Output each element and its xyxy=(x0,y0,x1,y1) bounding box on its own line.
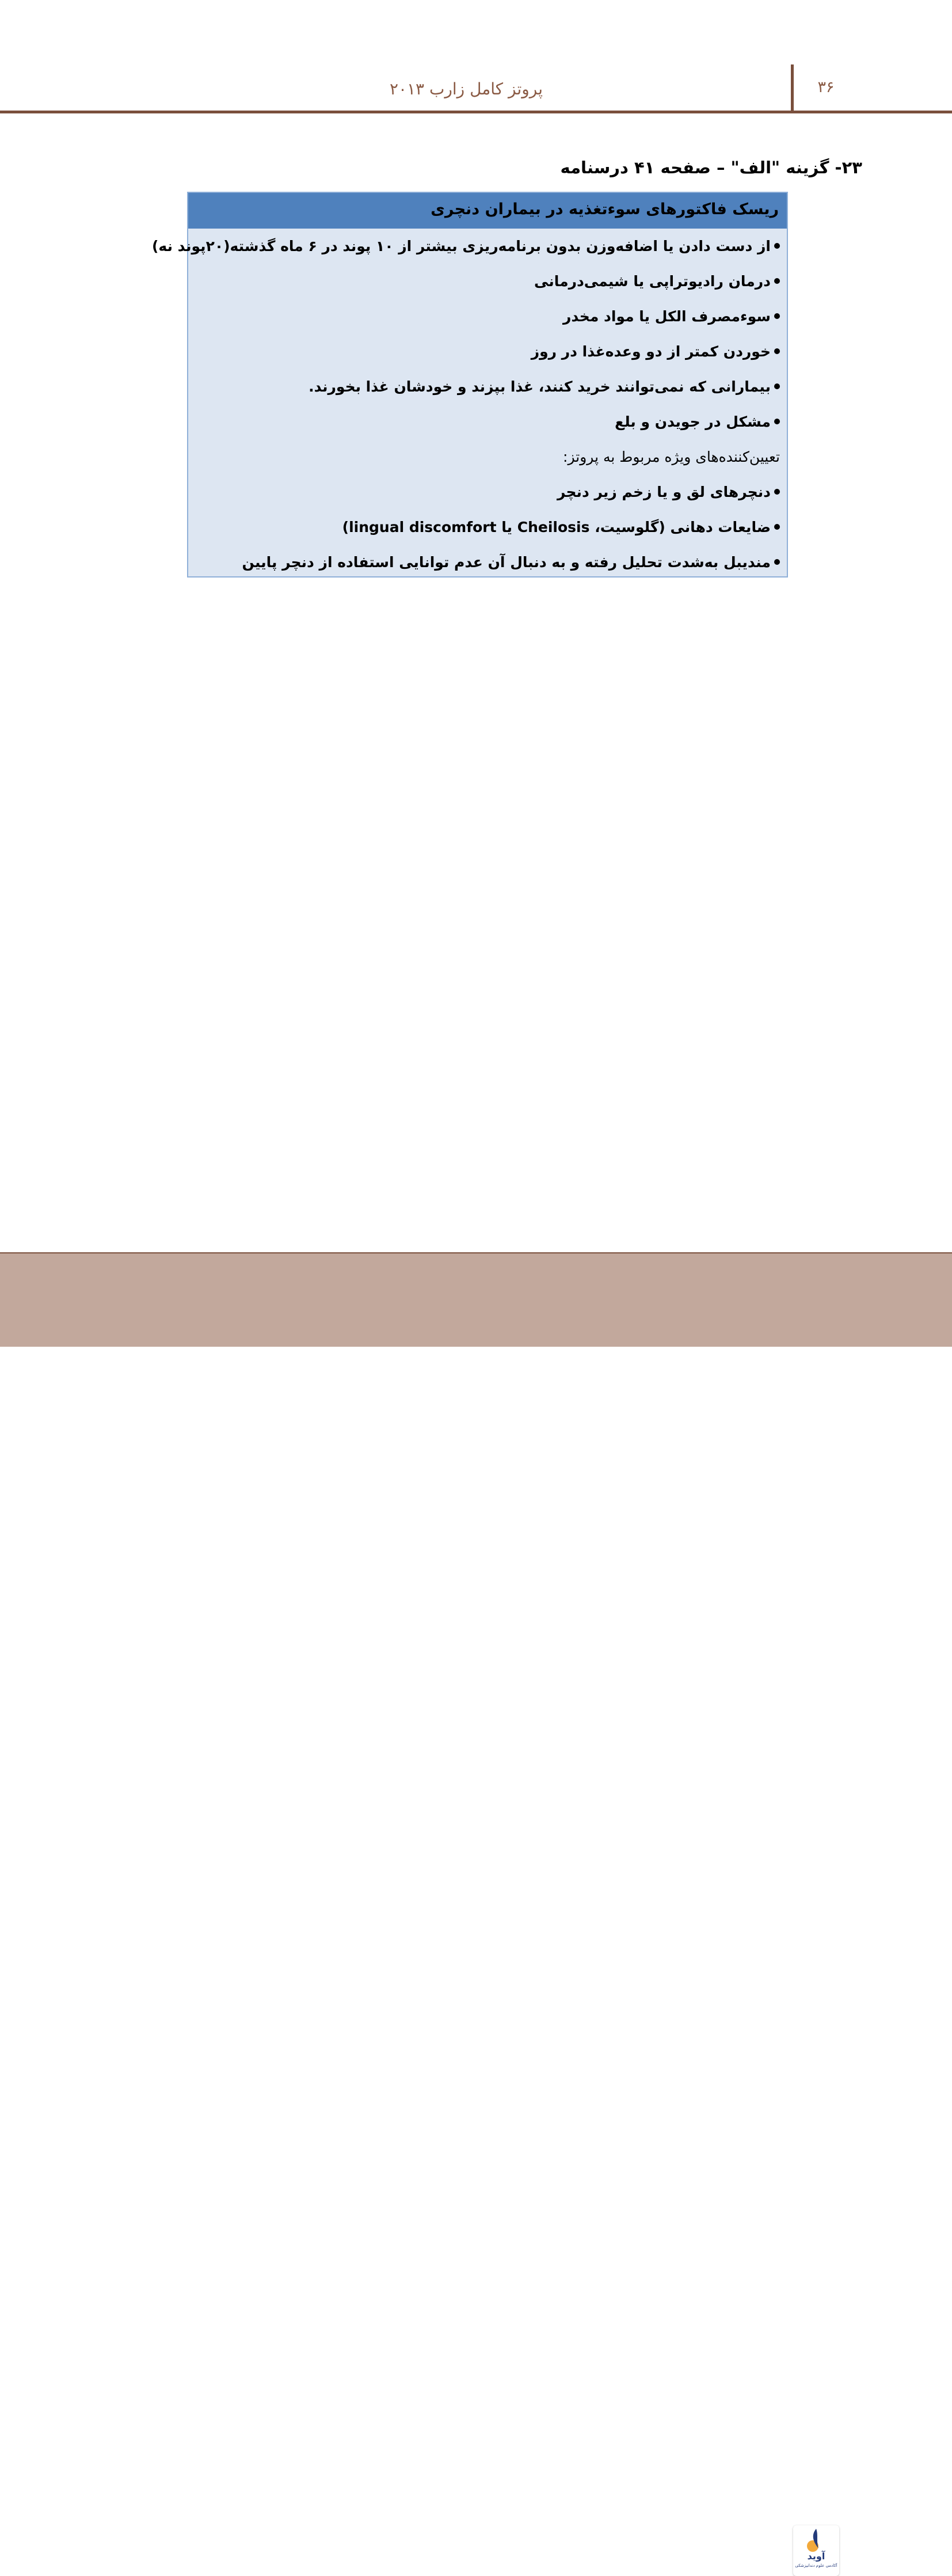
bullet-icon xyxy=(774,313,780,319)
row-text: تعیین‌کننده‌های ویژه مربوط به پروتز: xyxy=(563,449,780,465)
row-text: سوءمصرف الکل یا مواد مخدر xyxy=(562,308,771,325)
page-number: ۳۶ xyxy=(817,78,835,96)
bullet-icon xyxy=(774,559,780,565)
logo-text: آوید xyxy=(807,2551,825,2562)
row-text: از دست دادن یا اضافه‌وزن بدون برنامه‌ریزی بیشتر از ۱۰ پوند در ۶ ماه گذشته(۲۰پوند نه) xyxy=(151,238,771,254)
table-subheading xyxy=(188,439,787,474)
row-text: ضایعات دهانی (گلوسیت، Cheilosis یا lingual discomfort) xyxy=(342,519,771,535)
row-text: درمان رادیوتراپی یا شیمی‌درمانی xyxy=(534,273,771,290)
table-body xyxy=(151,229,787,576)
avid-logo xyxy=(793,2525,839,2576)
table-row xyxy=(188,404,787,439)
row-text: مشکل در جویدن و بلع xyxy=(615,413,771,430)
logo-mark-icon xyxy=(793,2525,839,2554)
table-row xyxy=(188,334,787,369)
header-rule xyxy=(0,111,952,113)
table-row xyxy=(188,369,787,404)
risk-factors-table xyxy=(151,192,788,577)
bullet-icon xyxy=(774,489,780,495)
table-row xyxy=(188,474,787,510)
row-text: بیمارانی که نمی‌توانند خرید کنند، غذا بپزند و خودشان غذا بخورند. xyxy=(309,378,771,395)
row-text: خوردن کمتر از دو وعده‌غذا در روز xyxy=(531,343,771,360)
table-row xyxy=(188,510,787,545)
header-divider xyxy=(791,64,794,113)
table-row xyxy=(151,229,787,264)
page-header xyxy=(0,0,952,114)
question-heading: ۲۳- گزینه "الف" – صفحه ۴۱ درسنامه xyxy=(560,158,862,177)
bullet-icon xyxy=(774,243,780,249)
page-footer xyxy=(0,1253,952,2568)
bullet-icon xyxy=(774,419,780,424)
bullet-icon xyxy=(774,383,780,389)
row-text: مندیبل به‌شدت تحلیل رفته و به دنبال آن عدم توانایی استفاده از دنچر پایین xyxy=(242,554,771,571)
bullet-icon xyxy=(774,348,780,354)
table-row xyxy=(188,264,787,299)
table-title: ریسک فاکتورهای سوءتغذیه در بیماران دنچری xyxy=(188,193,787,229)
bullet-icon xyxy=(774,278,780,284)
table-row xyxy=(188,545,787,580)
book-title: پروتز کامل زارب ۲۰۱۳ xyxy=(389,79,543,98)
logo-subtext: آکادمی علوم دندانپزشکی xyxy=(795,2563,837,2568)
table-row xyxy=(188,299,787,334)
bullet-icon xyxy=(774,524,780,530)
row-text: دنچرهای لق و یا زخم زیر دنچر xyxy=(557,484,771,500)
